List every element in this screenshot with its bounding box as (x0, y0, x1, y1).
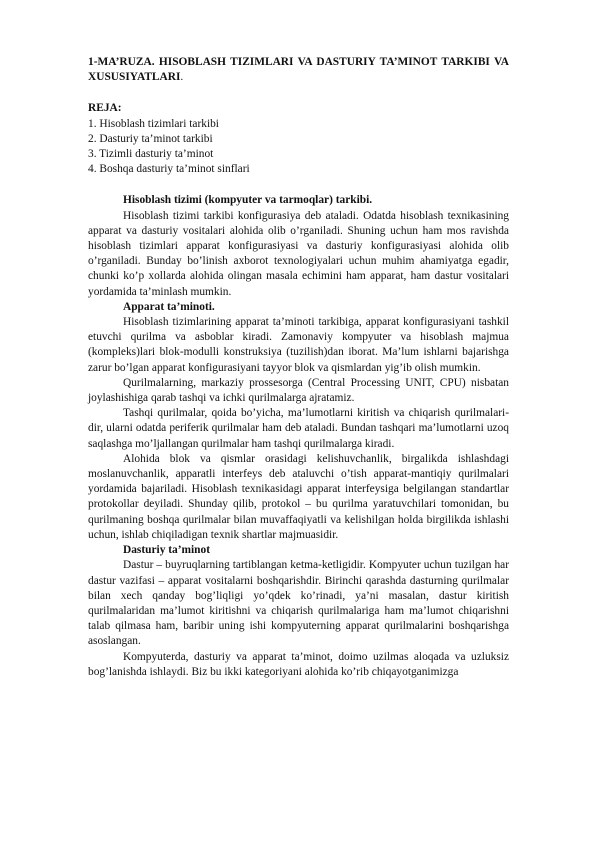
paragraph: Qurilmalarning, markaziy prossesorga (Central Processing UNIT, CPU) nisbatan joylashishiga qarab tashqi va ichki qurilmalarga ajratamiz. (88, 376, 509, 405)
paragraph: Hisoblash tizimlarining apparat ta’minoti tarkibiga, apparat konfigurasiyani tashkil etuvchi qurilma va asboblar kiradi. Zamonaviy kompyuter va hisoblash majmua (kompleks)lari blok-modulli konstruksiya (tuzilish)dan iborat. Ma’lum ishlarni bajarishga zarur bo’lgan apparat konfigurasiyani tayyor blok va qismlardan yig’ib olish mumkin. (88, 316, 509, 374)
section-heading-computing-system: Hisoblash tizimi (kompyuter va tarmoqlar) tarkibi. (123, 194, 373, 207)
paragraph: Dastur – buyruqlarning tartiblangan ketma-ketligidir. Kompyuter uchun tuzilgan har dastur vazifasi – apparat vositalarni boshqarishdir. Birinchi qarashda dasturning qurilmalar bilan xech qanday bog’liqligi yo’qdek ko’rinadi, ya’ni masalan, dastur kiritish qurilmalaridan ma’lumot kiritishni va chiqarish qurilmalariga ham ma’lumot chiqarishni talab qilmasa ham, baribir uning ishi kompyuterning apparat qurilmalarini boshqarishga asoslangan. (88, 559, 509, 648)
plan-item: 1. Hisoblash tizimlari tarkibi (88, 117, 219, 130)
plan-heading: REJA: (88, 102, 122, 115)
paragraph: Tashqi qurilmalar, qoida bo’yicha, ma’lumotlarni kiritish va chiqarish qurilmalari-dir, ularni odatda periferik qurilmalar ham deb ataladi. Bundan tashqari ma’lumotlarni uzoq saqlashga mo’ljallangan qurilmalar ham tashqi qurilmalarga kiradi. (88, 407, 509, 450)
section-heading-software: Dasturiy ta’minot (123, 544, 211, 557)
paragraph: Alohida blok va qismlar orasidagi kelishuvchanlik, birgalikda ishlashdagi moslanuvchanlik, apparatli interfeys deb ataluvchi o’tish apparat-mantiqiy qurilmalari yordamida bajariladi. Hisoblash texnikasidagi apparat interfeysiga belgilangan standartlar protokollar deyiladi. Shunday qilib, protokol – bu qurilma yaratuvchilari tomonidan, bu qurilmaning boshqa qurilmalar bilan muvaffaqiyatli va kelishilgan holda birgilikda ishlashi uchun, ishlab chiqiladigan texnik shartlar majmuasidir. (88, 452, 509, 541)
document-page (88, 55, 509, 680)
lecture-title (88, 55, 509, 85)
plan-list (88, 117, 509, 178)
paragraph: Kompyuterda, dasturiy va apparat ta’minot, doimo uzilmas aloqada va uzluksiz bog’lanishda ishlaydi. Biz bu ikki kategoriyani alohida ko’rib chiqayotganimizga (88, 650, 509, 678)
lecture-title-period: . (180, 71, 184, 84)
spacer (88, 85, 509, 101)
spacer (88, 177, 509, 193)
plan-item: 3. Tizimli dasturiy ta’minot (88, 148, 214, 161)
paragraph: Hisoblash tizimi tarkibi konfigurasiya deb ataladi. Odatda hisoblash texnikasining apparat va dasturiy vositalari alohida olib o’rganiladi. Shuning uchun ham mos ravishda hisoblash tizimlari apparat konfigurasiyasi va dasturiy konfigurasiyasi alohida olib o’rganiladi. Bunday bo’linish axborot texnologiyalari uchun muhim ahamiyatga egadir, chunki ko’p xollarda alohida olingan masala echimini ham apparat, ham dastur vositalari yordamida ta’minlash mumkin. (88, 209, 509, 298)
section-heading-hardware: Apparat ta’minoti. (123, 300, 215, 313)
plan-item: 4. Boshqa dasturiy ta’minot sinflari (88, 163, 250, 176)
lecture-title-text: 1-MA’RUZA. HISOBLASH TIZIMLARI VA DASTURIY TA’MINOT TARKIBI VA XUSUSIYATLARI (88, 56, 509, 84)
plan-item: 2. Dasturiy ta’minot tarkibi (88, 132, 213, 145)
